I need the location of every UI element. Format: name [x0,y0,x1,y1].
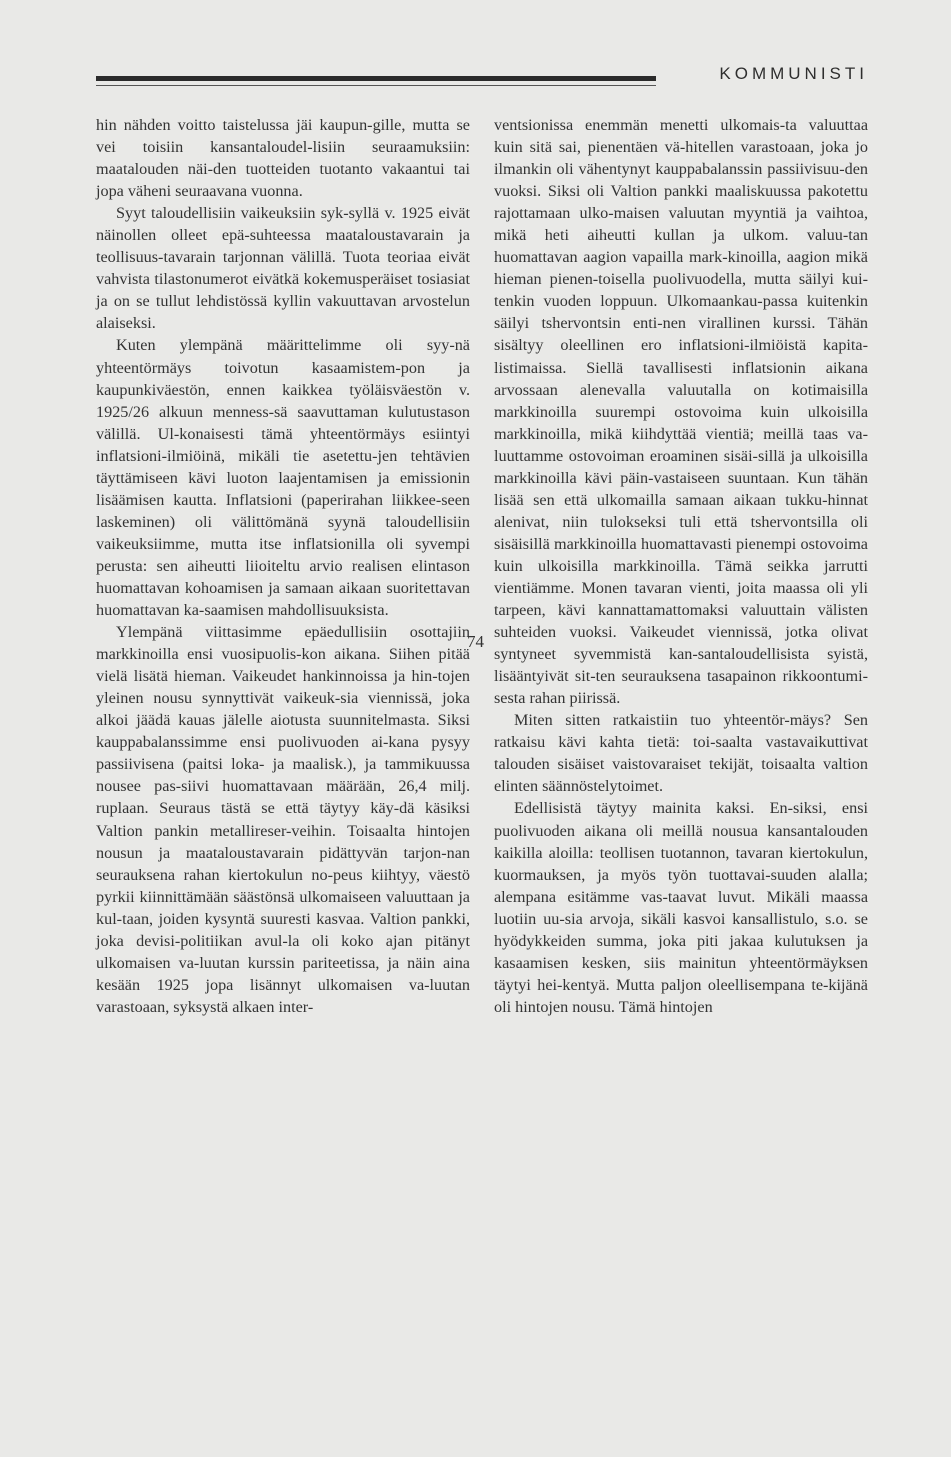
journal-title: KOMMUNISTI [719,64,868,83]
paragraph: Kuten ylempänä määrittelimme oli syy-nä yhteentörmäys toivotun kasaamistem-pon ja kaupunkiväestön, ennen kaikkea työläisväestön v. 1925/26 alkuun menness-sä saavuttaman kulutustason välillä. Ul-konaisesti tämä yhteentörmäys esiintyi inflatsioni-ilmiöinä, mikäli tie asetettu-jen tehtävien täyttämiseen kävi luoton laajentamisen ja emissionin lisäämisen kautta. Inflatsioni (paperirahan liikkee-seen laskeminen) oli välittömänä syynä taloudellisiin vaikeuksiimme, mutta itse inflatsionilla oli syvempi perusta: sen aiheutti liioiteltu arvio realisen elintason huomattavan kohoamisen ja samaan aikaan suoritettavan huomattavan ka-saamisen mahdollisuuksista. [96,336,470,620]
paragraph: Miten sitten ratkaistiin tuo yhteentör-mäys? Sen ratkaisu kävi kahta tietä: toi-saalta vastavaikuttivat talouden sisäiset vaistovaraiset tekijät, toisaalta valtion elinten säännöstelytoimet. [494,711,868,796]
left-column [96,114,470,1018]
page-number [0,632,951,652]
paragraph: Syyt taloudellisiin vaikeuksiin syk-syllä v. 1925 eivät näinollen olleet epä-suhteessa maataloustavarain ja teollisuus-tavarain tarjonnan välillä. Tuota teoriaa eivät vahvista tilastonumerot eivätkä kokemusperäiset tosiasiat ja on se tullut lehdistössä kyllin vakuuttavan arvostelun alaiseksi. [96,204,470,333]
header-rule-thick [96,76,656,81]
page-header [96,62,868,94]
header-rule-thin [96,85,656,86]
paragraph: Edellisistä täytyy mainita kaksi. En-siksi, ensi puolivuoden aikana oli meillä nousua kansantalouden kaikilla aloilla: teollisen tuotannon, tavaran kiertokulun, kuormauksen, ja myös työn tuottavai-suuden alalla; alempana esitämme vas-taavat luvut. Mikäli maassa luotiin uu-sia arvoja, sikäli kasvoi kansallistulo, s.o. se hyödykkeiden summa, joka piti jakaa kulutuksen ja kasaamisen kesken, siis mainitun yhteentörmäyksen täytyi hei-kentyä. Mutta paljon oleellisempana te-kijänä oli hintojen nousu. Tämä hintojen [494,799,868,1016]
paragraph: hin nähden voitto taistelussa jäi kaupun-gille, mutta se vei toisiin kansantaloudel-lisiin seuraamuksiin: maatalouden näi-den tuotteiden tuotanto vakaantui tai jopa väheni seuraavana vuonna. [96,116,470,201]
right-column [494,114,868,1018]
page-number-text: 74 [467,632,484,651]
paragraph: ventsionissa enemmän menetti ulkomais-ta valuuttaa kuin sitä sai, pienentäen vä-hitellen varastoaan, joka jo ilmankin oli vähentynyt kauppabalanssin passiivisuu-den vuoksi. Siksi oli Valtion pankki maaliskuussa pakotettu rajottamaan ulko-maisen valuutan myyntiä ja vaihtoa, mikä heti aiheutti kullan ja ulkom. valuu-tan huomattavan aagion vapailla mark-kinoilla, aagion mikä hieman pienen-toisella puolivuodella, mutta säilyi kui-tenkin vuoden loppuun. Ulkomaankau-passa kuitenkin säilyi tshervontsin enti-nen virallinen kurssi. Tähän sisältyy oleellinen ero inflatsioni-ilmiöistä kapita-listimaissa. Siellä tavallisesti inflatsionin aikana arvossaan alenevalla valuutalla on kotimaisilla markkinoilla suurempi ostovoima kuin ulkoisilla markkinoilla, mikä kiihdyttää vientiä; meillä taas va-luuttamme ostovoiman eroaminen sisäi-sillä ja ulkoisilla markkinoilla kävi päin-vastaiseen suuntaan. Kun tähän lisää sen että ulkomailla samaan aikaan tukku-hinnat alenivat, niin tulokseksi tuli että tshervontsilla oli sisäisillä markkinoilla huomattavasti pienempi ostovoima kuin ulkoisilla markkinoilla. Tämä seikka jarrutti vientiämme. Monen tavaran vienti, joita maassa oli yli tarpeen, kävi kannattamattomaksi valuuttain välisten suhteiden vuoksi. Vaikeudet viennissä, jotka olivat syntyneet syvemmistä kan-santaloudellisista syistä, lisääntyivät sit-ten seurauksena tasapainon rikkoontumi-sesta rahan piirissä. [494,116,868,708]
paragraph: Ylempänä viittasimme epäedullisiin osottajiin markkinoilla ensi vuosipuolis-kon aikana. Siihen pitää vielä lisätä hieman. Vaikeudet hankinnoissa ja hin-tojen yleinen nousu synnyttivät vaikeuk-sia viennissä, joka alkoi jäädä kauas jälelle aiotusta suunnitelmasta. Siksi kauppabalanssimme ensi puolivuoden ai-kana pysyy passiivisena (paitsi loka- ja maalisk.), ja tammikuussa nousee pas-siivi huomattavaan määrään, 26,4 milj. ruplaan. Seuraus tästä se että täytyy käy-dä käsiksi Valtion pankin metallireser-veihin. Toisaalta hintojen nousun ja maataloustavarain pidättyvän tarjon-nan seurauksena rahan kiertokulun no-peus kiihtyy, väestö pyrkii kiinnittämään säästönsä ulkomaiseen valuuttaan ja kul-taan, joiden kysyntä suuresti kasvaa. Valtion pankki, joka devisi-politiikan avul-la oli koko ajan pitänyt ulkomaisen va-luutan kurssin pariteetissa, ja näin aina kesään 1925 jopa lisännyt ulkomaisen va-luutan varastoaan, syksystä alkaen inter- [96,623,470,1016]
